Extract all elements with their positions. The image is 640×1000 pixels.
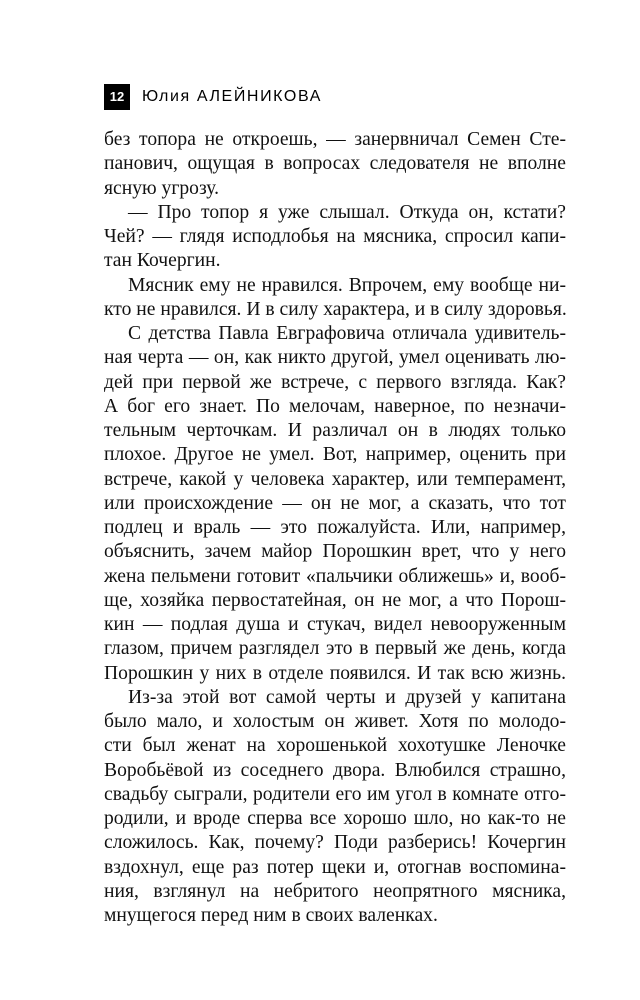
paragraph <box>104 201 566 274</box>
text-line: глазом, причем разглядел это в первый же день, когда <box>104 638 566 660</box>
text-line: подлец и враль — это пожалуйста. Или, например, <box>104 517 566 538</box>
text-line: сложилось. Как, почему? Поди разберись! Кочергин <box>104 832 566 854</box>
text-line: объяснить, зачем майор Порошкин врет, что у него <box>104 541 566 563</box>
text-line: встрече, какой у человека характер, или темперамент, <box>104 468 566 490</box>
text-line: С детства Павла Евграфовича отличала удивитель- <box>128 323 566 344</box>
text-line: ще, хозяйка первостатейная, он не мог, а что Порош- <box>104 589 566 611</box>
text-line: тельным черточкам. И различал он в людях только <box>104 420 566 441</box>
text-line: ная черта — он, как никто другой, умел оценивать лю- <box>104 347 566 369</box>
text-line: кин — подлая душа и стукач, видел невооруженным <box>104 614 566 635</box>
text-line: тан Кочергин. <box>104 250 221 272</box>
paragraph <box>104 274 566 323</box>
paragraph <box>104 128 566 201</box>
paragraph <box>104 322 566 686</box>
text-line: без топора не откроешь, — занервничал Семен Сте- <box>104 129 566 150</box>
text-line: или происхождение — он не мог, а сказать, что тот <box>104 492 566 514</box>
text-line: плохое. Другое не умел. Вот, например, оценить при <box>104 444 566 466</box>
text-line: Воробьёвой из соседнего двора. Влюбился страшно, <box>104 759 566 781</box>
page-number: 12 <box>104 84 130 110</box>
text-line: Из-за этой вот самой черты и друзей у капитана <box>128 686 566 708</box>
text-line: родили, и вроде сперва все хорошо шло, но как-то не <box>104 808 566 829</box>
text-line: мнущегося перед ним в своих валенках. <box>104 905 438 926</box>
text-line: дей при первой же встрече, с первого взгляда. Как? <box>104 371 566 393</box>
text-line: жена пельмени готовит «пальчики оближешь» и, вооб- <box>104 565 566 587</box>
text-line: — Про топор я уже слышал. Откуда он, кстати? <box>128 201 566 223</box>
text-line: сти был женат на хорошенькой хохотушке Леночке <box>104 735 566 757</box>
running-head <box>104 84 322 110</box>
text-line: ния, взглянул на небритого неопрятного мясника, <box>104 880 566 902</box>
author-name: Юлия АЛЕЙНИКОВА <box>142 88 322 105</box>
text-line: вздохнул, еще раз потер щеки и, отогнав воспомина- <box>104 856 566 878</box>
text-line: А бог его знает. По мелочам, наверное, по незначи- <box>104 395 566 417</box>
text-line: панович, ощущая в вопросах следователя не вполне <box>104 153 566 175</box>
body-text <box>104 128 566 928</box>
paragraph <box>104 686 566 929</box>
text-line: было мало, и холостым он живет. Хотя по молодо- <box>104 711 566 732</box>
text-line: свадьбу сыграли, родители его им угол в комнате отго- <box>104 783 566 805</box>
text-line: Мясник ему не нравился. Впрочем, ему вообще ни- <box>128 274 566 296</box>
text-line: Чей? — глядя исподлобья на мясника, спросил капи- <box>104 226 566 247</box>
text-line: ясную угрозу. <box>104 177 220 199</box>
text-line: Порошкин у них в отделе появился. И так всю жизнь. <box>104 662 566 684</box>
text-line: кто не нравился. И в силу характера, и в силу здоровья. <box>104 298 567 320</box>
